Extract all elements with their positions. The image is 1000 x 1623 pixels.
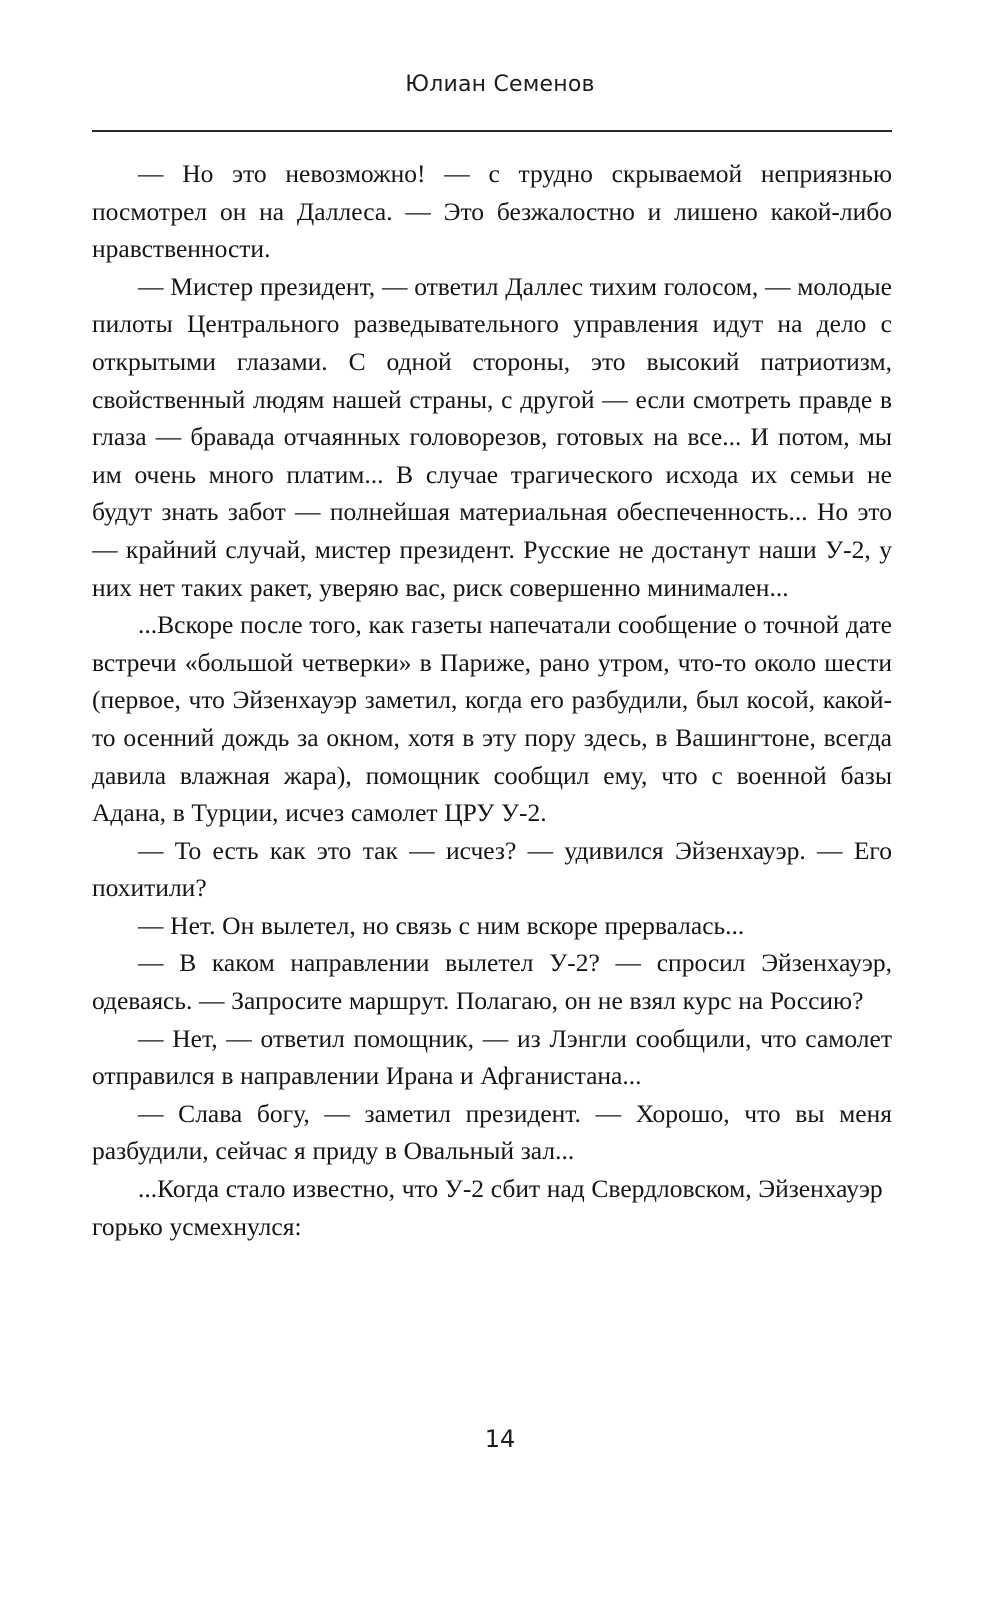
- header-divider: [92, 130, 892, 132]
- paragraph: — Нет. Он вылетел, но связь с ним вскоре прервалась...: [138, 910, 745, 940]
- paragraph: — Но это невозможно! — с трудно скрываемой неприязнью посмотрел он на Даллеса. — Это безжалостно и лишено какой-либо нравственности.: [92, 159, 892, 264]
- paragraph: — Мистер президент, — ответил Даллес тихим голосом, — молодые пилоты Центрального разведывательного управления идут на дело с открытыми глазами. С одной стороны, это высокий патриотизм, свойственный людям нашей страны, с другой — если смотреть правде в глаза — бравада отчаянных головорезов, готовых на все... И потом, мы им очень много платим... В случае трагического исхода их семьи не будут знать забот — полнейшая материальная обеспеченность... Но это — крайний случай, мистер президент. Русские не достанут наши У-2, у них нет таких ракет, уверяю вас, риск совершенно минимален...: [92, 271, 892, 602]
- paragraph: ...Когда стало известно, что У-2 сбит над Свердловском, Эйзенхауэр горько усмехнулся:: [92, 1174, 883, 1241]
- paragraph: — То есть как это так — исчез? — удивился Эйзенхауэр. — Его похитили?: [92, 835, 892, 903]
- paragraph: — Нет, — ответил помощник, — из Лэнгли сообщили, что самолет отправился в направлении Ирана и Афганистана...: [92, 1023, 892, 1091]
- body-text-block: [92, 155, 892, 1245]
- page-number: 14: [484, 1425, 516, 1453]
- paragraph: — Слава богу, — заметил президент. — Хорошо, что вы меня разбудили, сейчас я приду в Овальный зал...: [92, 1098, 892, 1166]
- paragraph: ...Вскоре после того, как газеты напечатали сообщение о точной дате встречи «большой четверки» в Париже, рано утром, что-то около шести (первое, что Эйзенхауэр заметил, когда его разбудили, был косой, какой-то осенний дождь за окном, хотя в эту пору здесь, в Вашингтоне, всегда давила влажная жара), помощник сообщил ему, что с военной базы Адана, в Турции, исчез самолет ЦРУ У-2.: [92, 610, 892, 828]
- paragraph: — В каком направлении вылетел У-2? — спросил Эйзенхауэр, одеваясь. — Запросите маршрут. Полагаю, он не взял курс на Россию?: [92, 948, 892, 1016]
- running-head-author: Юлиан Семенов: [405, 72, 595, 97]
